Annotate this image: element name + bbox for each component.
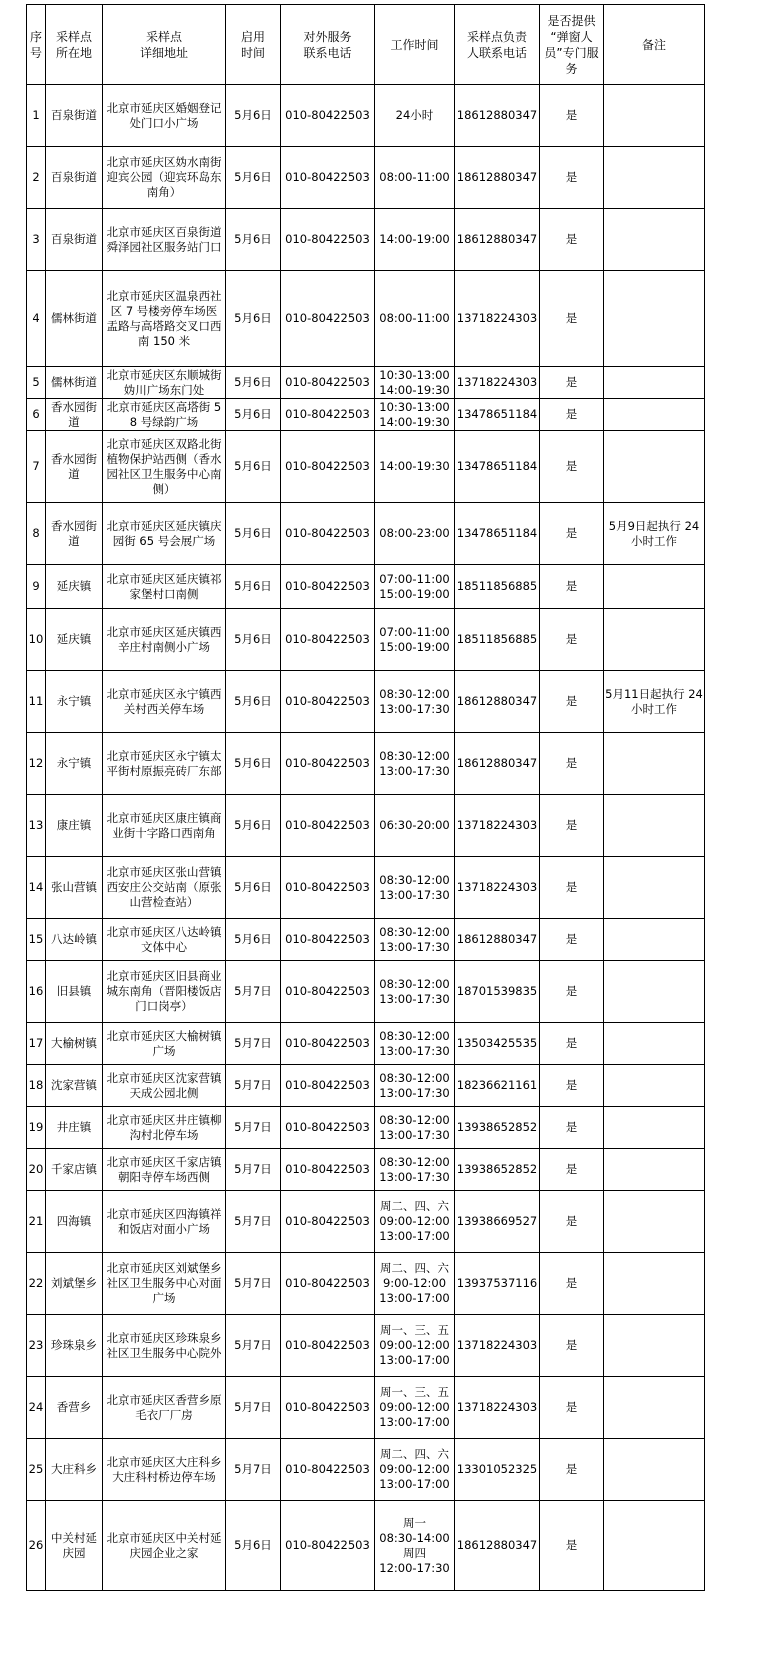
col-location-cell: 刘斌堡乡 (46, 1253, 103, 1315)
table-row (27, 671, 705, 733)
col-service-phone-cell: 010-80422503 (281, 733, 375, 795)
table-row (27, 85, 705, 147)
header-col-address: 采样点 详细地址 (103, 5, 226, 85)
col-popup-service-cell: 是 (540, 961, 604, 1023)
col-address-cell: 北京市延庆区东顺城街妫川广场东门处 (103, 367, 226, 399)
col-popup-service-cell: 是 (540, 1439, 604, 1501)
col-popup-service-cell: 是 (540, 271, 604, 367)
col-remarks-cell (604, 1023, 705, 1065)
col-index-cell: 17 (27, 1023, 46, 1065)
col-work-hours-cell: 08:30-12:00 13:00-17:30 (375, 1107, 455, 1149)
col-service-phone-cell: 010-80422503 (281, 1315, 375, 1377)
header-col-work-hours: 工作时间 (375, 5, 455, 85)
col-address-cell: 北京市延庆区延庆镇祁家堡村口南侧 (103, 565, 226, 609)
col-start-date-cell: 5月7日 (226, 1149, 281, 1191)
col-address-cell: 北京市延庆区百泉街道舜泽园社区服务站门口 (103, 209, 226, 271)
col-service-phone-cell: 010-80422503 (281, 1439, 375, 1501)
col-service-phone-cell: 010-80422503 (281, 565, 375, 609)
col-popup-service-cell: 是 (540, 565, 604, 609)
col-remarks-cell (604, 795, 705, 857)
col-work-hours-cell: 08:30-12:00 13:00-17:30 (375, 857, 455, 919)
col-start-date-cell: 5月7日 (226, 1253, 281, 1315)
table-row (27, 1501, 705, 1591)
header-col-manager-phone: 采样点负责 人联系电话 (455, 5, 540, 85)
col-remarks-cell (604, 147, 705, 209)
col-service-phone-cell: 010-80422503 (281, 367, 375, 399)
col-service-phone-cell: 010-80422503 (281, 431, 375, 503)
col-work-hours-cell: 08:00-11:00 (375, 271, 455, 367)
col-popup-service-cell: 是 (540, 1149, 604, 1191)
col-work-hours-cell: 周一、三、五 09:00-12:00 13:00-17:00 (375, 1377, 455, 1439)
col-index-cell: 5 (27, 367, 46, 399)
table-row (27, 209, 705, 271)
col-popup-service-cell: 是 (540, 609, 604, 671)
col-manager-phone-cell: 13478651184 (455, 399, 540, 431)
col-location-cell: 永宁镇 (46, 671, 103, 733)
table-row (27, 1315, 705, 1377)
table-row (27, 1107, 705, 1149)
col-popup-service-cell: 是 (540, 1501, 604, 1591)
table-row (27, 565, 705, 609)
col-work-hours-cell: 周一、三、五 09:00-12:00 13:00-17:00 (375, 1315, 455, 1377)
col-service-phone-cell: 010-80422503 (281, 503, 375, 565)
table-row (27, 1191, 705, 1253)
col-work-hours-cell: 周一 08:30-14:00 周四 12:00-17:30 (375, 1501, 455, 1591)
col-service-phone-cell: 010-80422503 (281, 1253, 375, 1315)
col-remarks-cell: 5月11日起执行 24 小时工作 (604, 671, 705, 733)
col-start-date-cell: 5月6日 (226, 1501, 281, 1591)
col-start-date-cell: 5月6日 (226, 431, 281, 503)
table-row (27, 503, 705, 565)
col-location-cell: 珍珠泉乡 (46, 1315, 103, 1377)
col-remarks-cell (604, 1107, 705, 1149)
col-remarks-cell (604, 399, 705, 431)
col-index-cell: 10 (27, 609, 46, 671)
col-manager-phone-cell: 18511856885 (455, 609, 540, 671)
col-start-date-cell: 5月7日 (226, 1439, 281, 1501)
col-location-cell: 八达岭镇 (46, 919, 103, 961)
col-work-hours-cell: 07:00-11:00 15:00-19:00 (375, 565, 455, 609)
col-start-date-cell: 5月6日 (226, 671, 281, 733)
col-index-cell: 4 (27, 271, 46, 367)
col-service-phone-cell: 010-80422503 (281, 209, 375, 271)
col-work-hours-cell: 14:00-19:30 (375, 431, 455, 503)
col-address-cell: 北京市延庆区永宁镇太平街村原振亮砖厂东部 (103, 733, 226, 795)
col-work-hours-cell: 07:00-11:00 15:00-19:00 (375, 609, 455, 671)
col-work-hours-cell: 08:30-12:00 13:00-17:30 (375, 733, 455, 795)
col-work-hours-cell: 08:30-12:00 13:00-17:30 (375, 1023, 455, 1065)
table-row (27, 399, 705, 431)
col-index-cell: 2 (27, 147, 46, 209)
col-location-cell: 延庆镇 (46, 565, 103, 609)
col-address-cell: 北京市延庆区大榆树镇广场 (103, 1023, 226, 1065)
col-index-cell: 14 (27, 857, 46, 919)
col-index-cell: 21 (27, 1191, 46, 1253)
header-col-remarks: 备注 (604, 5, 705, 85)
col-remarks-cell (604, 1149, 705, 1191)
col-manager-phone-cell: 13503425535 (455, 1023, 540, 1065)
col-remarks-cell (604, 1065, 705, 1107)
col-location-cell: 千家店镇 (46, 1149, 103, 1191)
col-location-cell: 张山营镇 (46, 857, 103, 919)
col-remarks-cell (604, 1315, 705, 1377)
col-index-cell: 3 (27, 209, 46, 271)
col-service-phone-cell: 010-80422503 (281, 85, 375, 147)
col-location-cell: 百泉街道 (46, 147, 103, 209)
col-location-cell: 儒林街道 (46, 367, 103, 399)
col-work-hours-cell: 08:30-12:00 13:00-17:30 (375, 961, 455, 1023)
col-start-date-cell: 5月6日 (226, 271, 281, 367)
col-index-cell: 26 (27, 1501, 46, 1591)
col-work-hours-cell: 08:30-12:00 13:00-17:30 (375, 671, 455, 733)
col-popup-service-cell: 是 (540, 1107, 604, 1149)
col-address-cell: 北京市延庆区延庆镇西辛庄村南侧小广场 (103, 609, 226, 671)
col-location-cell: 香水园街道 (46, 503, 103, 565)
table-row (27, 271, 705, 367)
col-work-hours-cell: 10:30-13:00 14:00-19:30 (375, 399, 455, 431)
col-manager-phone-cell: 13718224303 (455, 1377, 540, 1439)
col-address-cell: 北京市延庆区千家店镇朝阳寺停车场西侧 (103, 1149, 226, 1191)
col-remarks-cell (604, 1191, 705, 1253)
col-location-cell: 香水园街道 (46, 399, 103, 431)
col-start-date-cell: 5月7日 (226, 1315, 281, 1377)
col-address-cell: 北京市延庆区张山营镇西安庄公交站南（原张山营检查站） (103, 857, 226, 919)
table-row (27, 431, 705, 503)
header-col-popup-service: 是否提供 “弹窗人 员”专门服 务 (540, 5, 604, 85)
col-address-cell: 北京市延庆区沈家营镇天成公园北侧 (103, 1065, 226, 1107)
header-col-start-date: 启用 时间 (226, 5, 281, 85)
col-start-date-cell: 5月6日 (226, 733, 281, 795)
col-work-hours-cell: 06:30-20:00 (375, 795, 455, 857)
col-service-phone-cell: 010-80422503 (281, 1191, 375, 1253)
col-address-cell: 北京市延庆区旧县商业城东南角（晋阳楼饭店门口岗亭） (103, 961, 226, 1023)
table-body (27, 85, 705, 1591)
table-row (27, 733, 705, 795)
col-work-hours-cell: 24小时 (375, 85, 455, 147)
col-work-hours-cell: 10:30-13:00 14:00-19:30 (375, 367, 455, 399)
table-row (27, 1253, 705, 1315)
col-remarks-cell (604, 565, 705, 609)
col-work-hours-cell: 08:30-12:00 13:00-17:30 (375, 919, 455, 961)
col-manager-phone-cell: 18612880347 (455, 1501, 540, 1591)
col-start-date-cell: 5月7日 (226, 1191, 281, 1253)
col-address-cell: 北京市延庆区婚姻登记处门口小广场 (103, 85, 226, 147)
col-popup-service-cell: 是 (540, 147, 604, 209)
col-manager-phone-cell: 18701539835 (455, 961, 540, 1023)
col-popup-service-cell: 是 (540, 399, 604, 431)
col-service-phone-cell: 010-80422503 (281, 399, 375, 431)
col-index-cell: 13 (27, 795, 46, 857)
col-popup-service-cell: 是 (540, 733, 604, 795)
table-row (27, 857, 705, 919)
sampling-sites-table (26, 4, 705, 1591)
col-manager-phone-cell: 18612880347 (455, 147, 540, 209)
col-index-cell: 16 (27, 961, 46, 1023)
col-popup-service-cell: 是 (540, 209, 604, 271)
col-start-date-cell: 5月7日 (226, 1377, 281, 1439)
col-work-hours-cell: 08:30-12:00 13:00-17:30 (375, 1149, 455, 1191)
col-popup-service-cell: 是 (540, 85, 604, 147)
table-row (27, 1377, 705, 1439)
col-manager-phone-cell: 18612880347 (455, 209, 540, 271)
col-work-hours-cell: 14:00-19:00 (375, 209, 455, 271)
col-address-cell: 北京市延庆区四海镇祥和饭店对面小广场 (103, 1191, 226, 1253)
col-service-phone-cell: 010-80422503 (281, 1107, 375, 1149)
col-manager-phone-cell: 13478651184 (455, 503, 540, 565)
col-popup-service-cell: 是 (540, 671, 604, 733)
col-address-cell: 北京市延庆区刘斌堡乡社区卫生服务中心对面广场 (103, 1253, 226, 1315)
header-col-location: 采样点 所在地 (46, 5, 103, 85)
col-address-cell: 北京市延庆区中关村延庆园企业之家 (103, 1501, 226, 1591)
col-remarks-cell (604, 1377, 705, 1439)
col-manager-phone-cell: 13718224303 (455, 367, 540, 399)
col-popup-service-cell: 是 (540, 857, 604, 919)
col-manager-phone-cell: 18236621161 (455, 1065, 540, 1107)
col-start-date-cell: 5月6日 (226, 857, 281, 919)
col-location-cell: 永宁镇 (46, 733, 103, 795)
col-location-cell: 四海镇 (46, 1191, 103, 1253)
col-popup-service-cell: 是 (540, 1191, 604, 1253)
col-index-cell: 9 (27, 565, 46, 609)
col-popup-service-cell: 是 (540, 431, 604, 503)
col-index-cell: 6 (27, 399, 46, 431)
col-remarks-cell (604, 367, 705, 399)
col-manager-phone-cell: 13938652852 (455, 1107, 540, 1149)
col-service-phone-cell: 010-80422503 (281, 271, 375, 367)
col-work-hours-cell: 08:00-11:00 (375, 147, 455, 209)
col-start-date-cell: 5月6日 (226, 85, 281, 147)
col-location-cell: 井庄镇 (46, 1107, 103, 1149)
col-index-cell: 12 (27, 733, 46, 795)
col-location-cell: 大庄科乡 (46, 1439, 103, 1501)
col-index-cell: 11 (27, 671, 46, 733)
table-row (27, 961, 705, 1023)
col-remarks-cell (604, 857, 705, 919)
col-service-phone-cell: 010-80422503 (281, 609, 375, 671)
col-address-cell: 北京市延庆区大庄科乡大庄科村桥边停车场 (103, 1439, 226, 1501)
col-location-cell: 沈家营镇 (46, 1065, 103, 1107)
col-work-hours-cell: 08:00-23:00 (375, 503, 455, 565)
col-location-cell: 百泉街道 (46, 209, 103, 271)
col-address-cell: 北京市延庆区永宁镇西关村西关停车场 (103, 671, 226, 733)
table-row (27, 147, 705, 209)
col-manager-phone-cell: 13718224303 (455, 857, 540, 919)
col-start-date-cell: 5月6日 (226, 565, 281, 609)
col-address-cell: 北京市延庆区珍珠泉乡社区卫生服务中心院外 (103, 1315, 226, 1377)
col-popup-service-cell: 是 (540, 1315, 604, 1377)
col-index-cell: 15 (27, 919, 46, 961)
col-work-hours-cell: 08:30-12:00 13:00-17:30 (375, 1065, 455, 1107)
col-service-phone-cell: 010-80422503 (281, 961, 375, 1023)
col-popup-service-cell: 是 (540, 1253, 604, 1315)
col-address-cell: 北京市延庆区高塔街 58 号绿韵广场 (103, 399, 226, 431)
table-row (27, 1065, 705, 1107)
col-service-phone-cell: 010-80422503 (281, 1377, 375, 1439)
col-address-cell: 北京市延庆区双路北街植物保护站西侧（香水园社区卫生服务中心南侧） (103, 431, 226, 503)
col-start-date-cell: 5月6日 (226, 367, 281, 399)
col-location-cell: 中关村延庆园 (46, 1501, 103, 1591)
col-location-cell: 百泉街道 (46, 85, 103, 147)
col-start-date-cell: 5月6日 (226, 919, 281, 961)
col-service-phone-cell: 010-80422503 (281, 1149, 375, 1191)
col-work-hours-cell: 周二、四、六 09:00-12:00 13:00-17:00 (375, 1191, 455, 1253)
col-service-phone-cell: 010-80422503 (281, 919, 375, 961)
table-row (27, 367, 705, 399)
col-start-date-cell: 5月7日 (226, 1107, 281, 1149)
col-address-cell: 北京市延庆区妫水南街迎宾公园（迎宾环岛东南角） (103, 147, 226, 209)
table-row (27, 1149, 705, 1191)
col-remarks-cell (604, 733, 705, 795)
col-manager-phone-cell: 18612880347 (455, 733, 540, 795)
col-address-cell: 北京市延庆区延庆镇庆园街 65 号会展广场 (103, 503, 226, 565)
col-location-cell: 旧县镇 (46, 961, 103, 1023)
col-location-cell: 大榆树镇 (46, 1023, 103, 1065)
col-manager-phone-cell: 13937537116 (455, 1253, 540, 1315)
col-index-cell: 8 (27, 503, 46, 565)
col-remarks-cell (604, 609, 705, 671)
col-index-cell: 7 (27, 431, 46, 503)
col-remarks-cell (604, 209, 705, 271)
col-manager-phone-cell: 13478651184 (455, 431, 540, 503)
col-manager-phone-cell: 13938669527 (455, 1191, 540, 1253)
col-service-phone-cell: 010-80422503 (281, 1065, 375, 1107)
table-row (27, 609, 705, 671)
col-work-hours-cell: 周二、四、六 9:00-12:00 13:00-17:00 (375, 1253, 455, 1315)
col-popup-service-cell: 是 (540, 367, 604, 399)
col-location-cell: 延庆镇 (46, 609, 103, 671)
col-remarks-cell (604, 85, 705, 147)
col-popup-service-cell: 是 (540, 503, 604, 565)
col-manager-phone-cell: 13718224303 (455, 271, 540, 367)
col-manager-phone-cell: 18612880347 (455, 671, 540, 733)
col-remarks-cell (604, 1253, 705, 1315)
col-location-cell: 香营乡 (46, 1377, 103, 1439)
col-manager-phone-cell: 18511856885 (455, 565, 540, 609)
col-address-cell: 北京市延庆区八达岭镇文体中心 (103, 919, 226, 961)
table-row (27, 1439, 705, 1501)
table-header-row (27, 5, 705, 85)
col-index-cell: 23 (27, 1315, 46, 1377)
col-popup-service-cell: 是 (540, 795, 604, 857)
col-popup-service-cell: 是 (540, 1065, 604, 1107)
col-location-cell: 康庄镇 (46, 795, 103, 857)
col-index-cell: 24 (27, 1377, 46, 1439)
col-popup-service-cell: 是 (540, 919, 604, 961)
col-index-cell: 18 (27, 1065, 46, 1107)
col-manager-phone-cell: 13301052325 (455, 1439, 540, 1501)
table-row (27, 795, 705, 857)
col-address-cell: 北京市延庆区康庄镇商业街十字路口西南角 (103, 795, 226, 857)
col-service-phone-cell: 010-80422503 (281, 795, 375, 857)
col-service-phone-cell: 010-80422503 (281, 671, 375, 733)
col-manager-phone-cell: 13718224303 (455, 1315, 540, 1377)
table-row (27, 919, 705, 961)
col-remarks-cell (604, 431, 705, 503)
table-row (27, 1023, 705, 1065)
col-manager-phone-cell: 18612880347 (455, 85, 540, 147)
header-col-index: 序号 (27, 5, 46, 85)
col-manager-phone-cell: 13718224303 (455, 795, 540, 857)
col-popup-service-cell: 是 (540, 1023, 604, 1065)
col-start-date-cell: 5月6日 (226, 795, 281, 857)
col-manager-phone-cell: 18612880347 (455, 919, 540, 961)
col-remarks-cell (604, 919, 705, 961)
col-start-date-cell: 5月6日 (226, 503, 281, 565)
col-start-date-cell: 5月6日 (226, 209, 281, 271)
col-manager-phone-cell: 13938652852 (455, 1149, 540, 1191)
col-service-phone-cell: 010-80422503 (281, 1501, 375, 1591)
col-index-cell: 20 (27, 1149, 46, 1191)
col-index-cell: 19 (27, 1107, 46, 1149)
col-index-cell: 22 (27, 1253, 46, 1315)
col-service-phone-cell: 010-80422503 (281, 147, 375, 209)
header-col-service-phone: 对外服务 联系电话 (281, 5, 375, 85)
col-service-phone-cell: 010-80422503 (281, 1023, 375, 1065)
col-remarks-cell (604, 1439, 705, 1501)
col-start-date-cell: 5月6日 (226, 147, 281, 209)
col-index-cell: 1 (27, 85, 46, 147)
col-start-date-cell: 5月7日 (226, 961, 281, 1023)
col-remarks-cell (604, 961, 705, 1023)
col-location-cell: 香水园街道 (46, 431, 103, 503)
col-index-cell: 25 (27, 1439, 46, 1501)
col-work-hours-cell: 周二、四、六 09:00-12:00 13:00-17:00 (375, 1439, 455, 1501)
col-remarks-cell (604, 271, 705, 367)
col-remarks-cell (604, 1501, 705, 1591)
col-start-date-cell: 5月6日 (226, 609, 281, 671)
col-start-date-cell: 5月7日 (226, 1023, 281, 1065)
col-start-date-cell: 5月6日 (226, 399, 281, 431)
col-address-cell: 北京市延庆区香营乡原毛衣厂厂房 (103, 1377, 226, 1439)
col-remarks-cell: 5月9日起执行 24 小时工作 (604, 503, 705, 565)
col-service-phone-cell: 010-80422503 (281, 857, 375, 919)
col-address-cell: 北京市延庆区井庄镇柳沟村北停车场 (103, 1107, 226, 1149)
col-start-date-cell: 5月7日 (226, 1065, 281, 1107)
col-address-cell: 北京市延庆区温泉西社区 7 号楼旁停车场医盂路与高塔路交叉口西南 150 米 (103, 271, 226, 367)
col-popup-service-cell: 是 (540, 1377, 604, 1439)
col-location-cell: 儒林街道 (46, 271, 103, 367)
